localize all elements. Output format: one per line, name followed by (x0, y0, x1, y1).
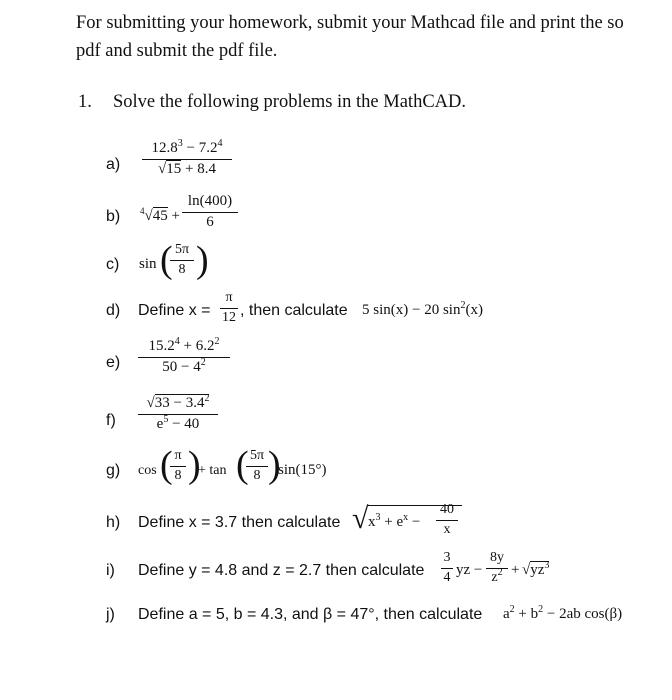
problem-i-fraction-2 (486, 550, 508, 586)
problem-f-denominator: $e^5 - 40$ (156, 414, 200, 432)
problem-i-text: Define y = 4.8 and z = 2.7 then calculate (138, 562, 425, 579)
problem-g-numerator-1: π (174, 448, 182, 463)
problem-d-fraction (220, 290, 238, 326)
problem-a-fraction (142, 140, 232, 178)
problem-h-numerator: 40 (440, 502, 454, 517)
problem-i-denominator-2: $z^2$ (491, 567, 503, 585)
problem-a-numerator: $12.8^3 - 7.2^4$ (151, 138, 223, 156)
problem-e-denominator: $50 - 4^2$ (162, 357, 206, 375)
problem-b-numerator: ln(400) (187, 193, 233, 209)
problem-i-label: i) (106, 562, 115, 579)
problem-g-cos: cos (138, 463, 157, 478)
problem-g-open-paren-1: ( (160, 444, 173, 486)
problem-c-close-paren: ) (196, 239, 209, 281)
problem-g-fraction-2 (246, 448, 268, 484)
problem-a-label: a) (106, 156, 121, 173)
problem-f-fraction (138, 395, 218, 433)
problem-e-numerator: $15.2^4 + 6.2^2$ (148, 336, 220, 354)
question-text: Solve the following problems in the MathCAD. (113, 92, 467, 112)
problem-j-expression: $a^2 + b^2 - 2ab$ cos(β) (503, 604, 623, 622)
problem-g-fraction-1 (170, 448, 186, 484)
problem-g-plus-tan: + tan (198, 463, 227, 478)
problem-i-root: $√yz^3$ (522, 560, 550, 578)
problem-g-denominator-2: 8 (253, 468, 261, 483)
problem-f-label: f) (106, 412, 116, 429)
problem-h-radicand: $x^3 + e^x$ − (368, 512, 421, 530)
intro-line-2: pdf and submit the pdf file. (76, 41, 278, 61)
problem-j-label: j) (106, 606, 115, 623)
problem-d-prefix: Define x = (138, 302, 211, 319)
problem-c-open-paren: ( (160, 239, 173, 281)
problem-i-yz: yz − (456, 562, 483, 578)
problem-h-radical-sign: √ (352, 502, 369, 535)
problem-h-fraction (436, 502, 458, 538)
problem-b-label: b) (106, 208, 121, 225)
problem-h-denominator: x (443, 522, 451, 537)
problem-b-denominator: 6 (206, 214, 214, 230)
problem-f-numerator: $√33 - 3.4^2$ (146, 393, 210, 411)
problem-g-denominator-1: 8 (174, 468, 182, 483)
problem-c-denominator: 8 (178, 262, 186, 277)
problem-i-plus: + (511, 562, 520, 578)
problem-c-label: c) (106, 256, 120, 273)
problem-b-root: $^4$√45 + (140, 206, 180, 224)
problem-d-label: d) (106, 302, 121, 319)
problem-c-numerator: 5π (174, 242, 190, 257)
problem-g-open-paren-2: ( (236, 444, 249, 486)
problem-g-close-paren-2: ) (268, 444, 281, 486)
problem-g-tail: sin(15°) (278, 462, 327, 478)
problem-e-fraction (138, 338, 230, 376)
problem-c-fraction (170, 242, 194, 278)
problem-i-denominator-1: 4 (443, 570, 451, 585)
problem-i-numerator-1: 3 (443, 550, 451, 565)
problem-h-text: Define x = 3.7 then calculate (138, 514, 341, 531)
problem-h-label: h) (106, 514, 121, 531)
problem-d-expression: 5 sin(x) − 20 $\sin^2(x)$ (362, 300, 483, 318)
problem-g-close-paren-1: ) (188, 444, 201, 486)
problem-d-denominator: 12 (222, 310, 236, 325)
problem-a-denominator: √15 + 8.4 (158, 161, 216, 177)
problem-j-text: Define a = 5, b = 4.3, and β = 47°, then calculate (138, 606, 483, 623)
problem-d-mid: , then calculate (240, 302, 348, 319)
problem-g-label: g) (106, 462, 121, 479)
question-number: 1. (78, 92, 92, 112)
problem-b-fraction (182, 193, 238, 231)
problem-g-numerator-2: 5π (249, 448, 265, 463)
intro-line-1: For submitting your homework, submit your Mathcad file and print the so (76, 13, 624, 33)
problem-d-numerator: π (225, 290, 233, 305)
problem-e-label: e) (106, 354, 121, 371)
problem-c-function: sin (139, 256, 157, 272)
problem-i-numerator-2: 8y (490, 550, 504, 565)
problem-i-fraction-1 (441, 550, 453, 586)
